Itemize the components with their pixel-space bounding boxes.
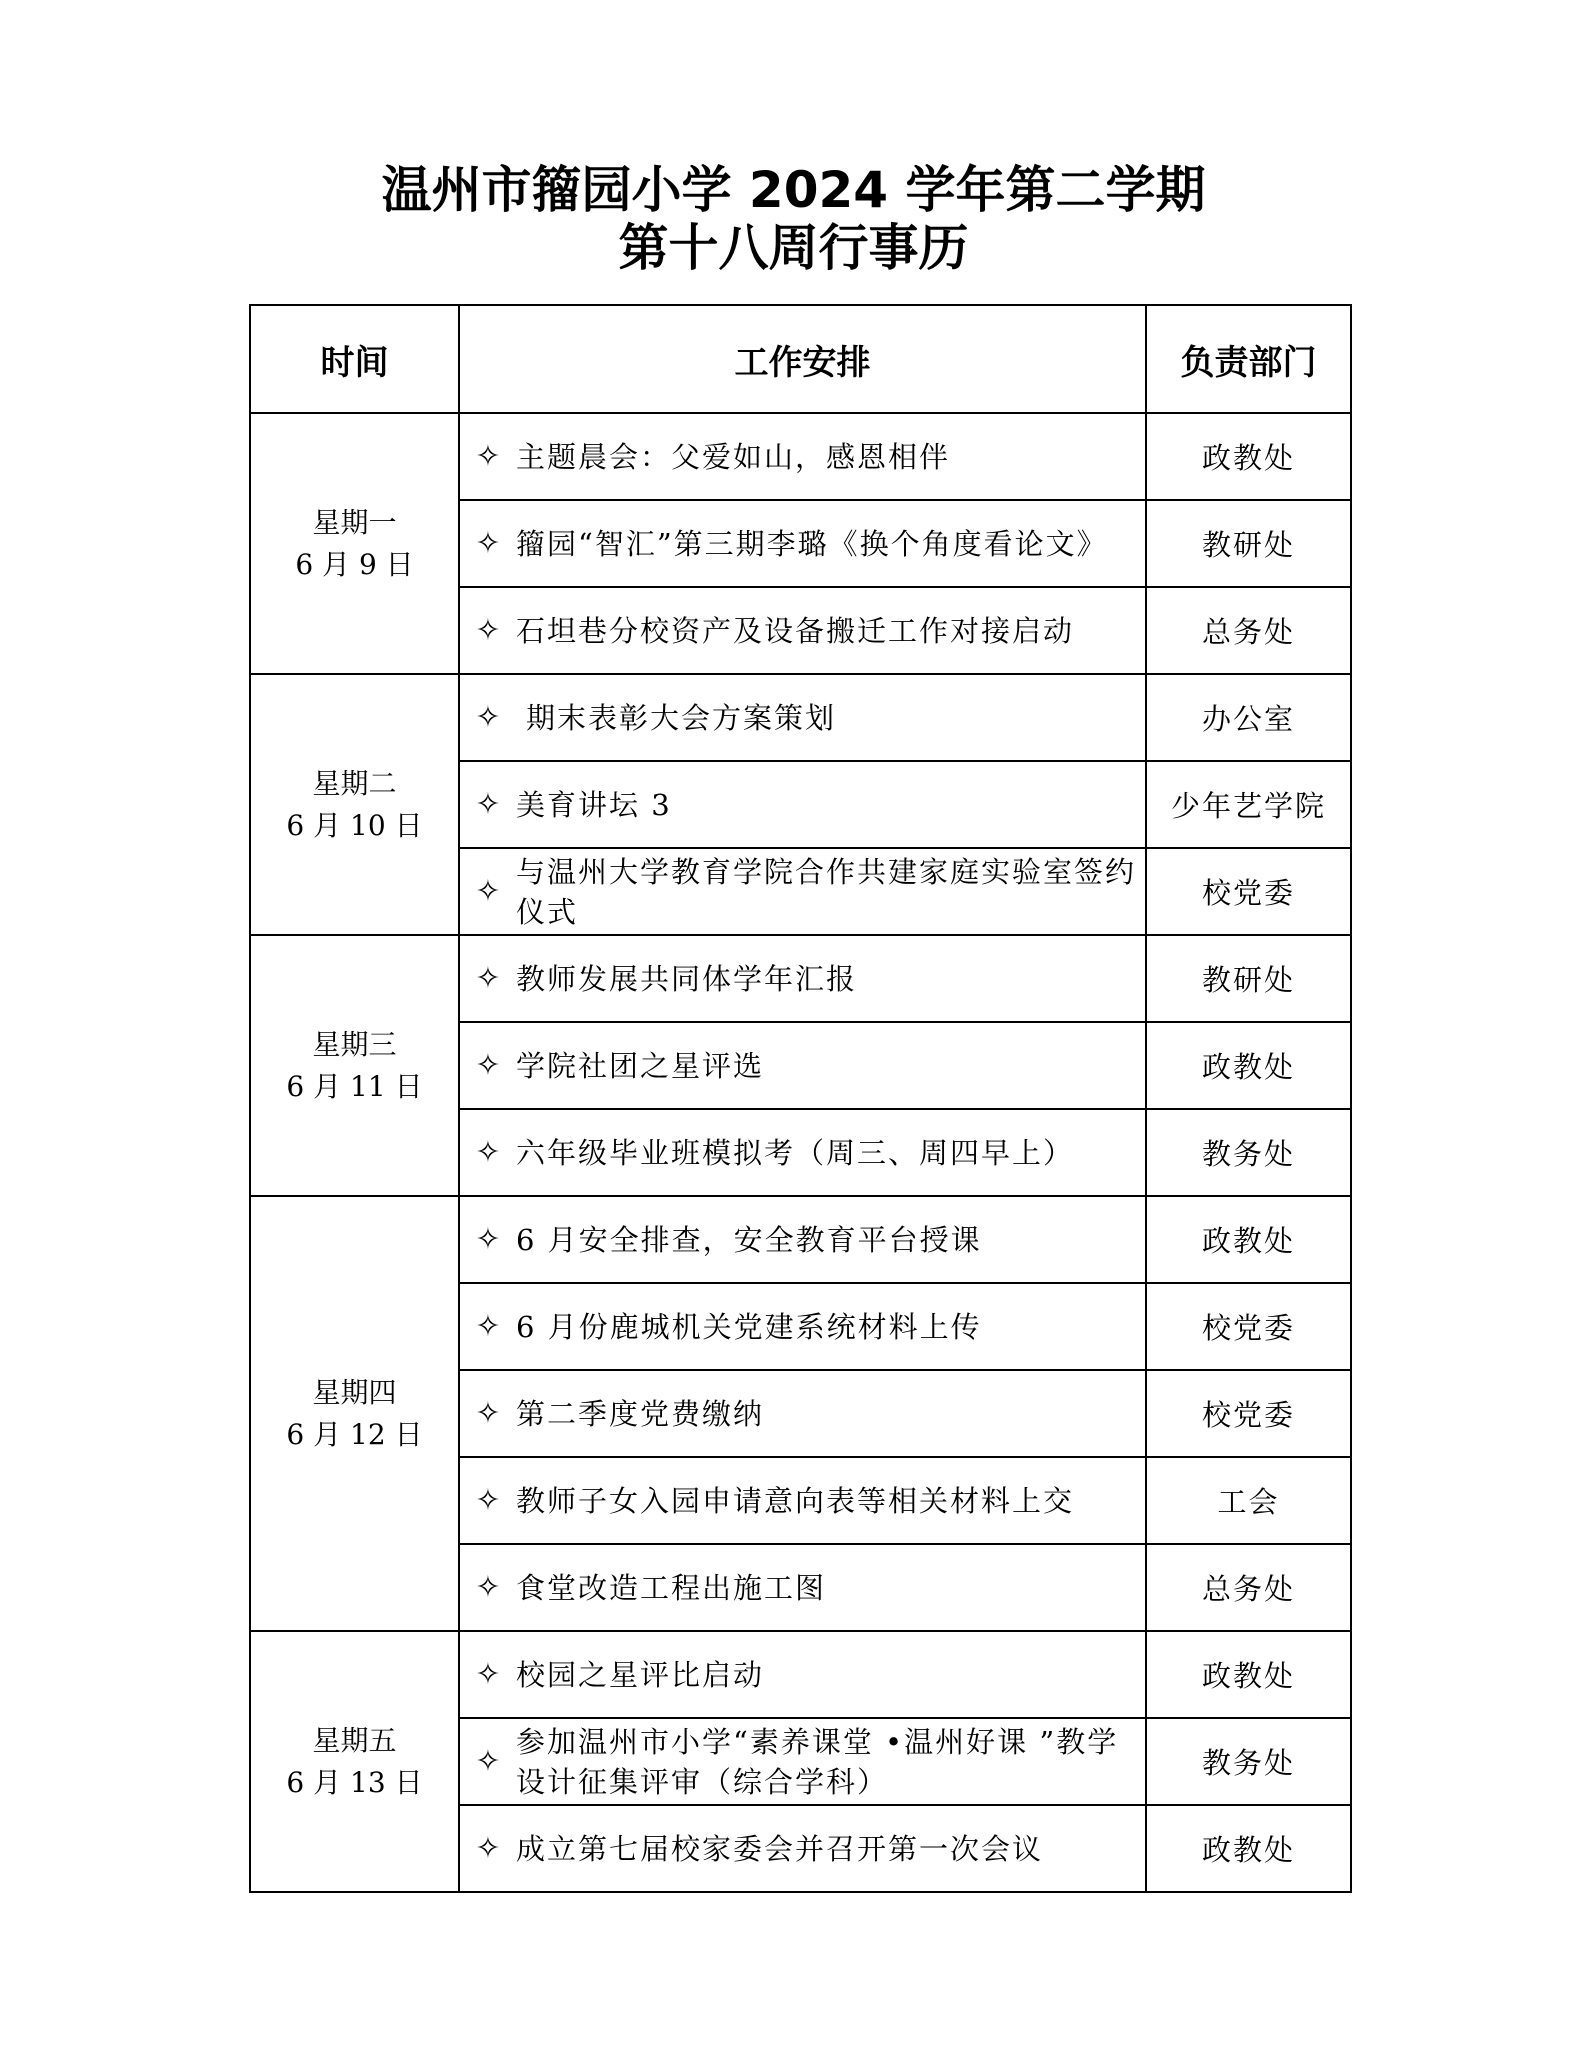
table-row: [250, 935, 1351, 1022]
task-cell: [459, 1196, 1146, 1283]
star-bullet-icon: ✧: [475, 1134, 501, 1170]
task-text: 石坦巷分校资产及设备搬迁工作对接启动: [516, 613, 1075, 648]
table-row: [250, 674, 1351, 761]
task-text: 6 月份鹿城机关党建系统材料上传: [516, 1309, 982, 1344]
task-cell: [459, 761, 1146, 848]
dept-cell: 教务处: [1146, 1718, 1351, 1805]
task-text: 6 月安全排查，安全教育平台授课: [516, 1222, 982, 1257]
task-text: 教师发展共同体学年汇报: [516, 961, 858, 996]
table-row: [250, 413, 1351, 500]
day-cell: [250, 1631, 459, 1892]
day-cell: [250, 935, 459, 1196]
star-bullet-icon: ✧: [475, 438, 501, 474]
task-text: 美育讲坛 3: [516, 787, 672, 822]
weekday-label: 星期五: [312, 1723, 397, 1757]
task-cell: [459, 848, 1146, 935]
dept-cell: 政教处: [1146, 1022, 1351, 1109]
date-label: 6 月 11 日: [286, 1069, 423, 1103]
dept-cell: 政教处: [1146, 1196, 1351, 1283]
task-text: 成立第七届校家委会并召开第一次会议: [516, 1831, 1044, 1866]
task-cell: [459, 674, 1146, 761]
star-bullet-icon: ✧: [475, 612, 501, 648]
day-cell: [250, 674, 459, 935]
star-bullet-icon: ✧: [475, 960, 501, 996]
dept-cell: 总务处: [1146, 587, 1351, 674]
task-cell: [459, 1283, 1146, 1370]
task-text: 教师子女入园申请意向表等相关材料上交: [516, 1483, 1075, 1518]
table-row: [250, 1196, 1351, 1283]
date-label: 6 月 10 日: [286, 808, 423, 842]
task-text: 学院社团之星评选: [516, 1048, 765, 1083]
star-bullet-icon: ✧: [475, 1308, 501, 1344]
dept-cell: 工会: [1146, 1457, 1351, 1544]
task-cell: [459, 1805, 1146, 1892]
task-cell: [459, 1370, 1146, 1457]
date-label: 6 月 13 日: [286, 1765, 423, 1799]
star-bullet-icon: ✧: [475, 1656, 501, 1692]
task-cell: [459, 413, 1146, 500]
day-cell: [250, 413, 459, 674]
task-text: 六年级毕业班模拟考（周三、周四早上）: [516, 1135, 1075, 1170]
date-label: 6 月 9 日: [295, 547, 414, 581]
header-dept: 负责部门: [1146, 305, 1351, 413]
day-cell: [250, 1196, 459, 1631]
task-text: 参加温州市小学“素养课堂 •温州好课 ”教学设计征集评审（综合学科）: [516, 1724, 1119, 1799]
star-bullet-icon: ✧: [475, 1830, 501, 1866]
task-cell: [459, 587, 1146, 674]
dept-cell: 办公室: [1146, 674, 1351, 761]
weekday-label: 星期二: [312, 766, 397, 800]
task-text: 与温州大学教育学院合作共建家庭实验室签约仪式: [516, 854, 1137, 929]
task-cell: [459, 500, 1146, 587]
star-bullet-icon: ✧: [475, 1743, 501, 1779]
document-title: 温州市籀园小学 2024 学年第二学期: [381, 161, 1206, 219]
dept-cell: 教研处: [1146, 935, 1351, 1022]
task-text: 籀园“智汇”第三期李璐《换个角度看论文》: [516, 526, 1108, 561]
date-label: 6 月 12 日: [286, 1417, 423, 1451]
star-bullet-icon: ✧: [475, 1482, 501, 1518]
header-work: 工作安排: [459, 305, 1146, 413]
dept-cell: 少年艺学院: [1146, 761, 1351, 848]
dept-cell: 校党委: [1146, 848, 1351, 935]
header-time: 时间: [250, 305, 459, 413]
task-cell: [459, 1457, 1146, 1544]
document-subtitle: 第十八周行事历: [618, 219, 969, 277]
task-text: 期末表彰大会方案策划: [526, 700, 837, 735]
dept-cell: 政教处: [1146, 1805, 1351, 1892]
task-cell: [459, 935, 1146, 1022]
star-bullet-icon: ✧: [475, 1047, 501, 1083]
task-text: 主题晨会：父爱如山，感恩相伴: [516, 439, 951, 474]
dept-cell: 教研处: [1146, 500, 1351, 587]
task-cell: [459, 1022, 1146, 1109]
schedule-table: [249, 304, 1352, 1893]
weekday-label: 星期四: [312, 1375, 397, 1409]
task-cell: [459, 1718, 1146, 1805]
dept-cell: 政教处: [1146, 413, 1351, 500]
task-cell: [459, 1544, 1146, 1631]
star-bullet-icon: ✧: [475, 1221, 501, 1257]
weekday-label: 星期一: [312, 505, 397, 539]
star-bullet-icon: ✧: [475, 699, 501, 735]
task-text: 食堂改造工程出施工图: [516, 1570, 827, 1605]
task-cell: [459, 1109, 1146, 1196]
dept-cell: 校党委: [1146, 1283, 1351, 1370]
star-bullet-icon: ✧: [475, 786, 501, 822]
table-row: [250, 1631, 1351, 1718]
star-bullet-icon: ✧: [475, 525, 501, 561]
weekday-label: 星期三: [312, 1027, 397, 1061]
dept-cell: 校党委: [1146, 1370, 1351, 1457]
dept-cell: 总务处: [1146, 1544, 1351, 1631]
header-row: [250, 305, 1351, 413]
star-bullet-icon: ✧: [475, 1569, 501, 1605]
task-text: 第二季度党费缴纳: [516, 1396, 765, 1431]
dept-cell: 教务处: [1146, 1109, 1351, 1196]
task-cell: [459, 1631, 1146, 1718]
star-bullet-icon: ✧: [475, 1395, 501, 1431]
task-text: 校园之星评比启动: [516, 1657, 765, 1692]
star-bullet-icon: ✧: [475, 873, 501, 909]
dept-cell: 政教处: [1146, 1631, 1351, 1718]
